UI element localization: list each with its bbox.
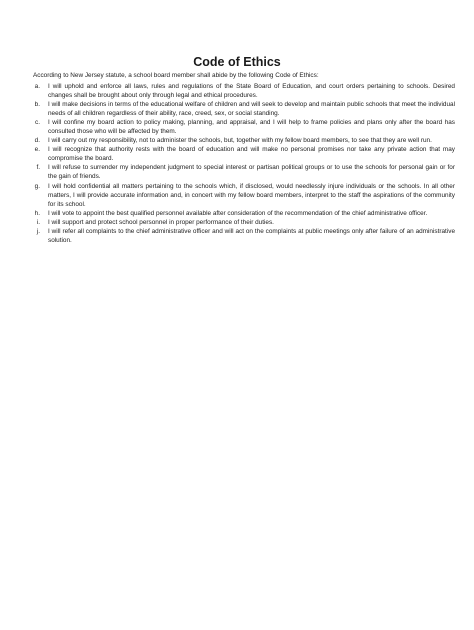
list-marker: c. — [35, 119, 40, 127]
list-item — [33, 218, 455, 227]
ethics-list — [33, 82, 455, 245]
list-marker: e. — [34, 146, 40, 154]
list-item-text: I will recognize that authority rests with the board of education and will make no personal promises nor take any private action that may compromise the board. — [48, 146, 455, 163]
list-item — [33, 145, 455, 163]
list-item — [33, 100, 455, 118]
list-item-text: I will refuse to surrender my independent judgment to special interest or partisan political groups or to use the schools for personal gain or for the gain of friends. — [48, 164, 455, 181]
list-marker: j. — [36, 227, 40, 235]
list-item-text: I will support and protect school personnel in proper performance of their duties. — [48, 218, 274, 226]
list-item-text: I will vote to appoint the best qualified personnel available after consideration of the recommendation of the chief administrative officer. — [48, 209, 428, 217]
list-item — [33, 209, 455, 218]
list-item-text: I will confine my board action to policy making, planning, and appraisal, and I will help to frame policies and plans only after the board has consulted those who will be affected by them. — [48, 119, 455, 136]
list-marker: g. — [34, 182, 40, 190]
list-marker: d. — [34, 137, 40, 145]
list-item-text: I will hold confidential all matters pertaining to the schools which, if disclosed, would needlessly injure individuals or the schools. In all other matters, I will provide accurate information and, in concert with my fellow board members, interpret to the staff the aspirations of the community for its school. — [48, 182, 455, 208]
list-marker: f. — [36, 164, 40, 172]
list-item — [33, 82, 455, 100]
list-item — [33, 136, 455, 145]
list-item — [33, 182, 455, 209]
list-item-text: I will uphold and enforce all laws, rules and regulations of the State Board of Education, and court orders pertaining to schools. Desired changes shall be brought about only through legal and ethical procedures. — [48, 83, 455, 100]
list-item — [33, 118, 455, 136]
document-title: Code of Ethics — [193, 55, 281, 69]
list-item-text: I will carry out my responsibility, not to administer the schools, but, together with my fellow board members, to see that they are well run. — [48, 137, 432, 145]
intro-paragraph: According to New Jersey statute, a school board member shall abide by the following Code of Ethics: — [33, 72, 319, 79]
list-marker: b. — [34, 101, 40, 109]
list-item — [33, 227, 455, 245]
list-marker: i. — [36, 218, 40, 226]
list-item — [33, 163, 455, 181]
list-item-text: I will refer all complaints to the chief administrative officer and will act on the complaints at public meetings only after failure of an administrative solution. — [48, 227, 455, 244]
list-marker: a. — [34, 83, 40, 90]
list-item-text: I will make decisions in terms of the educational welfare of children and will seek to develop and maintain public schools that meet the individual needs of all children regardless of their ability, race, creed, sex, or social standing. — [48, 101, 455, 118]
list-marker: h. — [34, 209, 40, 217]
